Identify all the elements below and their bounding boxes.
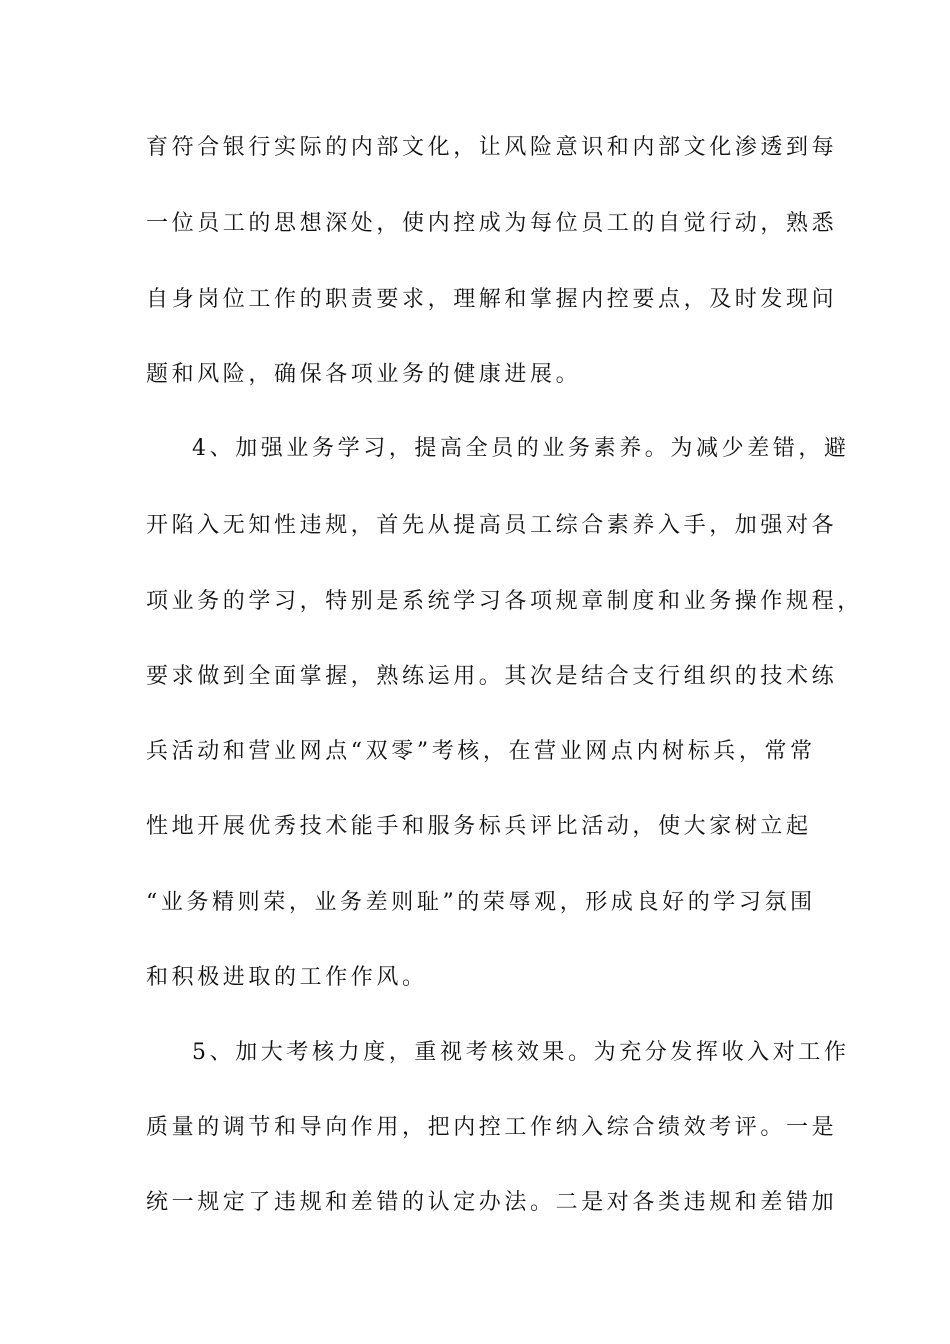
paragraph-line-4: 题和风险，确保各项业务的健康进展。 <box>146 362 582 387</box>
paragraph-line-2: 一位员工的思想深处，使内控成为每位员工的自觉行动，熟悉 <box>146 211 838 236</box>
paragraph-line-9: 兵活动和营业网点“双零”考核，在营业网点内树标兵，常常 <box>146 739 816 764</box>
paragraph-line-11: “业务精则荣，业务差则耻”的荣辱观，形成良好的学习氛围 <box>146 890 816 915</box>
paragraph-line-8: 要求做到全面掌握，熟练运用。其次是结合支行组织的技术练 <box>146 664 838 689</box>
paragraph-line-7: 项业务的学习，特别是系统学习各项规章制度和业务操作规程， <box>146 589 863 614</box>
paragraph-line-3: 自身岗位工作的职责要求，理解和掌握内控要点，及时发现问 <box>146 287 838 312</box>
paragraph-line-10: 性地开展优秀技术能手和服务标兵评比活动，使大家树立起 <box>146 814 812 839</box>
paragraph-line-5: 4、加强业务学习，提高全员的业务素养。为减少差错，避 <box>192 436 850 461</box>
paragraph-line-6: 开陷入无知性违规，首先从提高员工综合素养入手，加强对各 <box>146 513 838 538</box>
paragraph-line-15: 统一规定了违规和差错的认定办法。二是对各类违规和差错加 <box>146 1190 838 1215</box>
paragraph-line-14: 质量的调节和导向作用，把内控工作纳入综合绩效考评。一是 <box>146 1115 838 1140</box>
paragraph-line-13: 5、加大考核力度，重视考核效果。为充分发挥收入对工作 <box>192 1040 850 1065</box>
paragraph-line-12: 和积极进取的工作作风。 <box>146 965 428 990</box>
paragraph-line-1: 育符合银行实际的内部文化，让风险意识和内部文化渗透到每 <box>146 135 838 160</box>
